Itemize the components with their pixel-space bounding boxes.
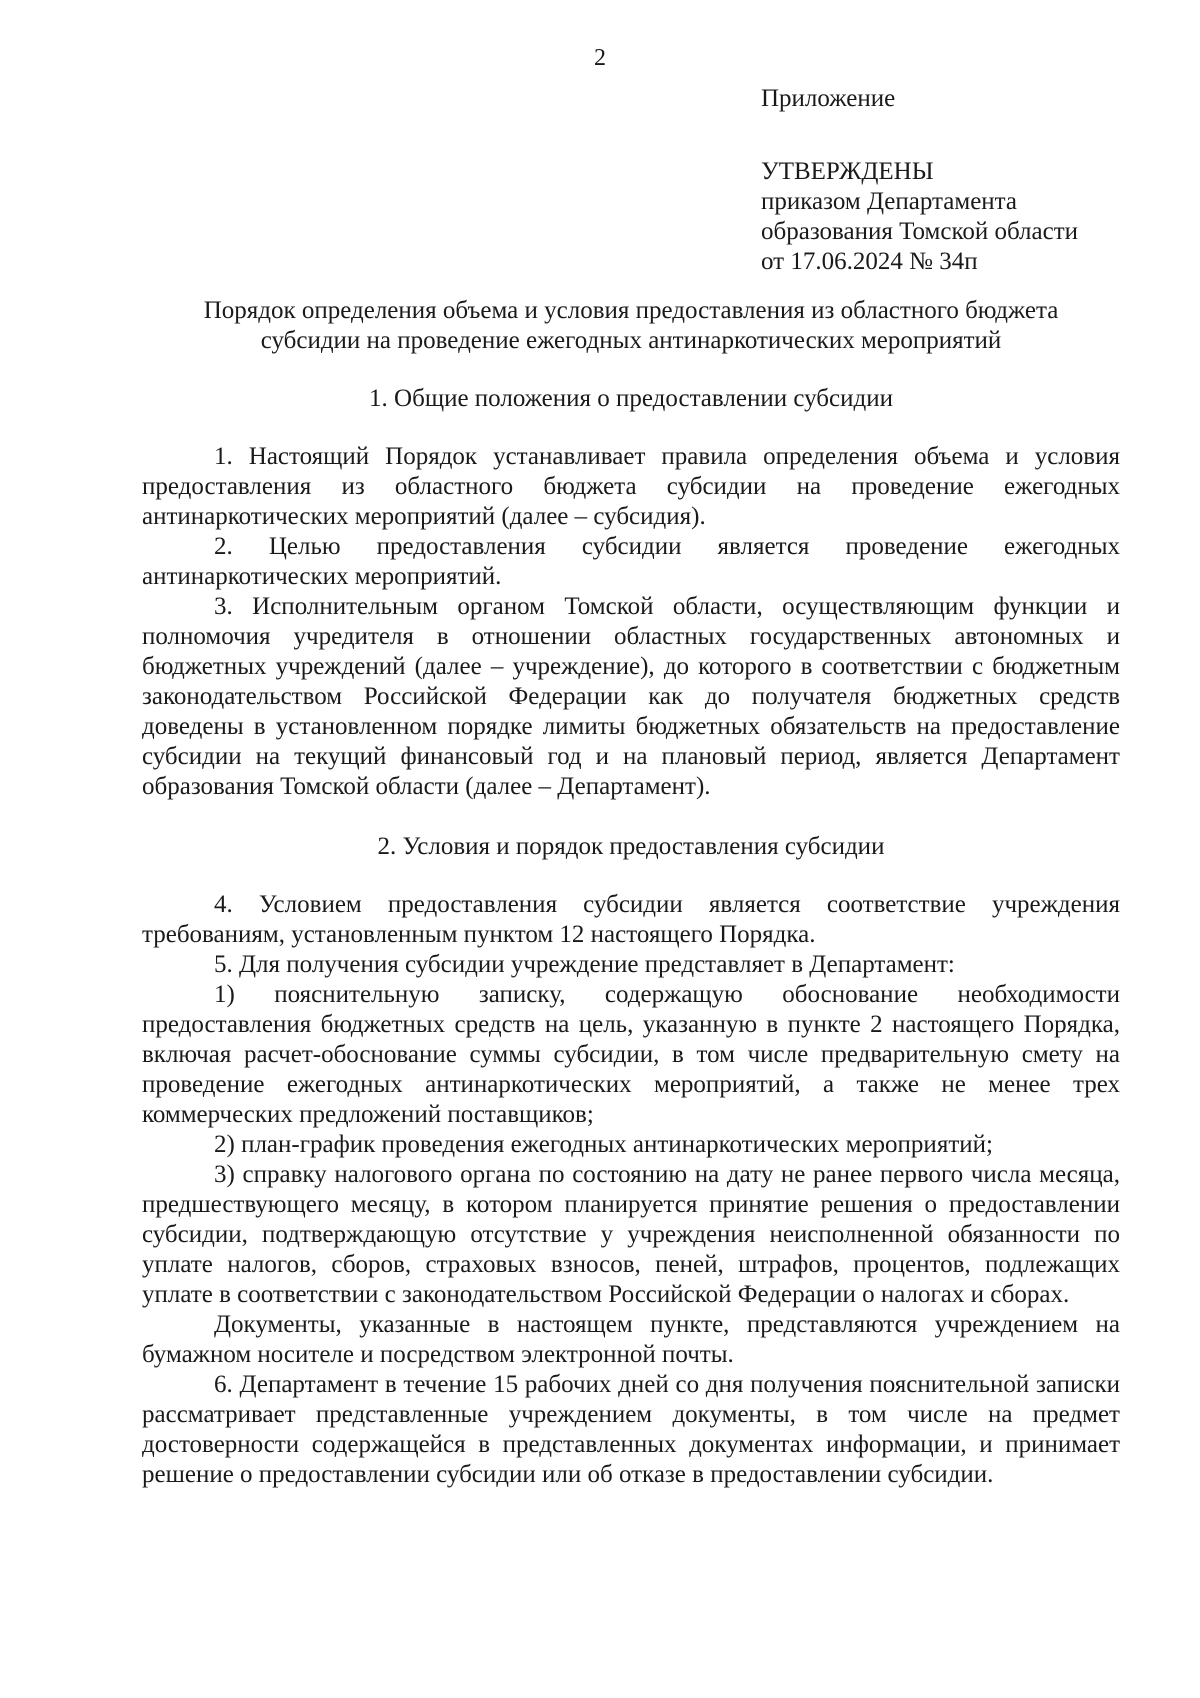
- paragraph-4: 4. Условием предоставления субсидии является соответствие учреждения требованиям, установленным пунктом 12 настоящего Порядка.: [142, 891, 1120, 948]
- paragraph-5-documents-note: Документы, указанные в настоящем пункте, представляются учреждением на бумажном носителе и посредством электронной почты.: [142, 1311, 1120, 1368]
- section-2-heading: 2. Условия и порядок предоставления субсидии: [377, 833, 885, 860]
- approval-block: [761, 84, 1181, 277]
- document-body: [142, 296, 1120, 1490]
- document-title-line-2: субсидии на проведение ежегодных антинаркотических мероприятий: [260, 327, 1002, 354]
- page-number: 2: [594, 45, 606, 71]
- paragraph-6: 6. Департамент в течение 15 рабочих дней со дня получения пояснительной записки рассматривает представленные учреждением документы, в том числе на предмет достоверности содержащейся в представленных документах информации, и принимает решение о предоставлении субсидии или об отказе в предоставлении субсидии.: [142, 1371, 1120, 1488]
- paragraph-5-item-3: 3) справку налогового органа по состоянию на дату не ранее первого числа месяца, предшествующего месяцу, в котором планируется принятие решения о предоставлении субсидии, подтверждающую отсутствие у учреждения неисполненной обязанности по уплате налогов, сборов, страховых взносов, пеней, штрафов, процентов, подлежащих уплате в соответствии с законодательством Российской Федерации о налогах и сборах.: [142, 1161, 1120, 1308]
- document-title-line-1: Порядок определения объема и условия предоставления из областного бюджета: [203, 297, 1059, 324]
- approval-order-line: приказом Департамента: [761, 188, 1017, 215]
- appendix-label: Приложение: [761, 85, 896, 112]
- paragraph-3: 3. Исполнительным органом Томской области, осуществляющим функции и полномочия учредителя в отношении областных государственных автономных и бюджетных учреждений (далее – учреждение), до которого в соответствии с бюджетным законодательством Российской Федерации как до получателя бюджетных средств доведены в установленном порядке лимиты бюджетных обязательств на предоставление субсидии на текущий финансовый год и на плановый период, является Департамент образования Томской области (далее – Департамент).: [142, 593, 1120, 800]
- paragraph-5-item-1: 1) пояснительную записку, содержащую обоснование необходимости предоставления бюджетных средств на цель, указанную в пункте 2 настоящего Порядка, включая расчет-обоснование суммы субсидии, в том числе предварительную смету на проведение ежегодных антинаркотических мероприятий, а также не менее трех коммерческих предложений поставщиков;: [142, 981, 1120, 1128]
- section-1-heading: 1. Общие положения о предоставлении субсидии: [369, 385, 893, 412]
- approval-date-line: от 17.06.2024 № 34п: [761, 248, 978, 275]
- paragraph-1: 1. Настоящий Порядок устанавливает правила определения объема и условия предоставления из областного бюджета субсидии на проведение ежегодных антинаркотических мероприятий (далее – субсидия).: [142, 443, 1120, 530]
- document-title: [142, 296, 1120, 356]
- approval-department-line: образования Томской области: [761, 218, 1079, 245]
- paragraph-2: 2. Целью предоставления субсидии является проведение ежегодных антинаркотических мероприятий.: [142, 533, 1120, 590]
- paragraph-5-item-2: 2) план-график проведения ежегодных антинаркотических мероприятий;: [214, 1131, 993, 1158]
- paragraph-5: 5. Для получения субсидии учреждение представляет в Департамент:: [214, 951, 955, 978]
- approved-label: УТВЕРЖДЕНЫ: [761, 158, 934, 185]
